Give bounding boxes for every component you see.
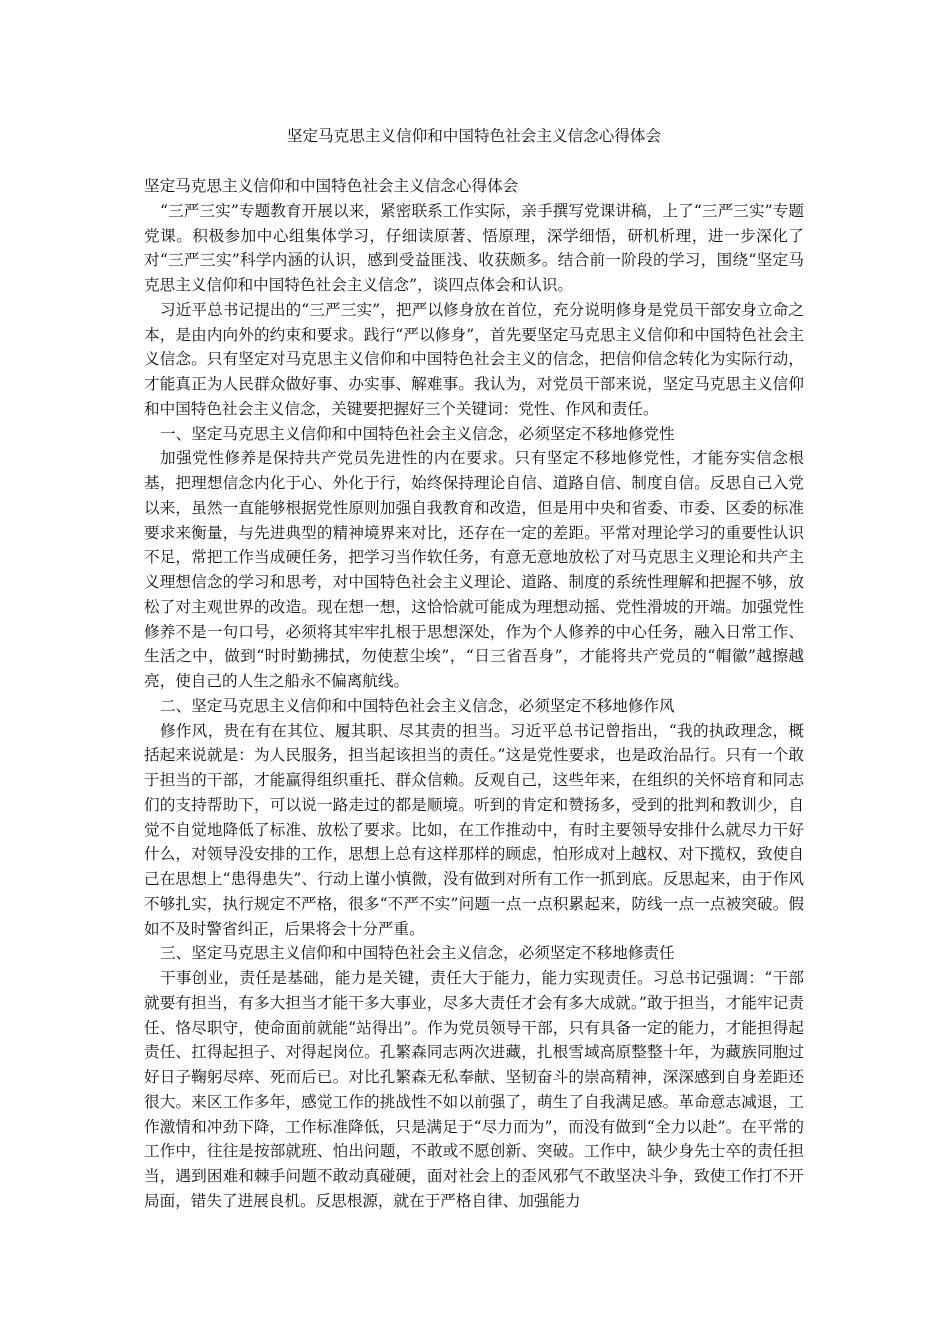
body-paragraph: 加强党性修养是保持共产党员先进性的内在要求。只有坚定不移地修党性，才能夯实信念根基，把理想信念内化于心、外化于行，始终保持理论自信、道路自信、制度自信。反思自己入党以来，虽然一直能够根据党性原则加强自我教育和改造，但是用中央和省委、市委、区委的标准要求来衡量，与先进典型的精神境界来对比，还存在一定的差距。平常对理论学习的重要性认识不足，常把工作当成硬任务，把学习当作软任务，有意无意地放松了对马克思主义理论和共产主义理想信念的学习和思考，对中国特色社会主义理论、道路、制度的系统性理解和把握不够，放松了对主观世界的改造。现在想一想，这恰恰就可能成为理想动摇、党性滑坡的开端。加强党性修养不是一句口号，必须将其牢牢扎根于思想深处，作为个人修养的中心任务，融入日常工作、生活之中，做到“时时勤拂拭，勿使惹尘埃”，“日三省吾身”，才能将共产党员的“帽徽”越擦越亮，使自己的人生之船永不偏离航线。 [144, 449, 804, 690]
body-paragraph: 干事创业，责任是基础，能力是关键，责任大于能力，能力实现责任。习总书记强调：“干部就要有担当，有多大担当才能干多大事业，尽多大责任才会有多大成就。”敢于担当，才能牢记责任、恪尽职守，使命面前就能“站得出”。作为党员领导干部，只有具备一定的能力，才能担得起责任、扛得起担子、对得起岗位。孔繁森同志两次进藏，扎根雪域高原整整十年，为藏族同胞过好日子鞠躬尽瘁、死而后已。对比孔繁森无私奉献、坚韧奋斗的崇高精神，深深感到自身差距还很大。来区工作多年，感觉工作的挑战性不如以前强了，萌生了自我满足感。革命意志减退，工作激情和冲劲下降，工作标准降低，只是满足于“尽力而为”，而没有做到“全力以赴”。在平常的工作中，往往是按部就班、怕出问题，不敢或不愿创新、突破。工作中，缺少身先士卒的责任担当，遇到困难和棘手问题不敢动真碰硬，面对社会上的歪风邪气不敢坚决斗争，致使工作打不开局面，错失了进展良机。反思根源，就在于严格自律、加强能力 [144, 969, 804, 1210]
intro-paragraph: “三严三实”专题教育开展以来，紧密联系工作实际，亲手撰写党课讲稿，上了“三严三实”专题党课。积极参加中心组集体学习，仔细读原著、悟原理，深学细悟，研机析理，进一步深化了对“三严三实”科学内涵的认识，感到受益匪浅、收获颇多。结合前一阶段的学习，围绕“坚定马克思主义信仰和中国特色社会主义信念”，谈四点体会和认识。 [144, 201, 804, 294]
document-title: 坚定马克思主义信仰和中国特色社会主义信念心得体会 [286, 127, 662, 145]
document-page [144, 0, 804, 1344]
section-heading-3: 三、坚定马克思主义信仰和中国特色社会主义信念，必须坚定不移地修责任 [160, 944, 675, 963]
document-body [144, 174, 804, 1214]
body-paragraph: 习近平总书记提出的“三严三实”，把严以修身放在首位，充分说明修身是党员干部安身立命之本，是由内向外的约束和要求。践行“严以修身”，首先要坚定马克思主义信仰和中国特色社会主义信念。只有坚定对马克思主义信仰和中国特色社会主义的信念，把信仰信念转化为实际行动，才能真正为人民群众做好事、办实事、解难事。我认为，对党员干部来说，坚定马克思主义信仰和中国特色社会主义信念，关键要把握好三个关键词：党性、作风和责任。 [144, 300, 804, 418]
section-heading-1: 一、坚定马克思主义信仰和中国特色社会主义信念，必须坚定不移地修党性 [160, 424, 675, 443]
section-heading-2: 二、坚定马克思主义信仰和中国特色社会主义信念，必须坚定不移地修作风 [160, 696, 675, 715]
subtitle-paragraph: 坚定马克思主义信仰和中国特色社会主义信念心得体会 [144, 177, 519, 195]
body-paragraph: 修作风，贵在有在其位、履其职、尽其责的担当。习近平总书记曾指出，“我的执政理念，概括起来说就是：为人民服务，担当起该担当的责任。”这是党性要求，也是政治品行。只有一个敢于担当的干部，才能赢得组织重托、群众信赖。反观自己，这些年来，在组织的关怀培育和同志们的支持帮助下，可以说一路走过的都是顺境。听到的肯定和赞扬多，受到的批判和教训少，自觉不自觉地降低了标准、放松了要求。比如，在工作推动中，有时主要领导安排什么就尽力干好什么，对领导没安排的工作，思想上总有这样那样的顾虑，怕形成对上越权、对下揽权，致使自己在思想上“患得患失”、行动上谨小慎微，没有做到对所有工作一抓到底。反思起来，由于作风不够扎实，执行规定不严格，很多“不严不实”问题一点一点积累起来，防线一点一点被突破。假如不及时警省纠正，后果将会十分严重。 [144, 721, 804, 938]
